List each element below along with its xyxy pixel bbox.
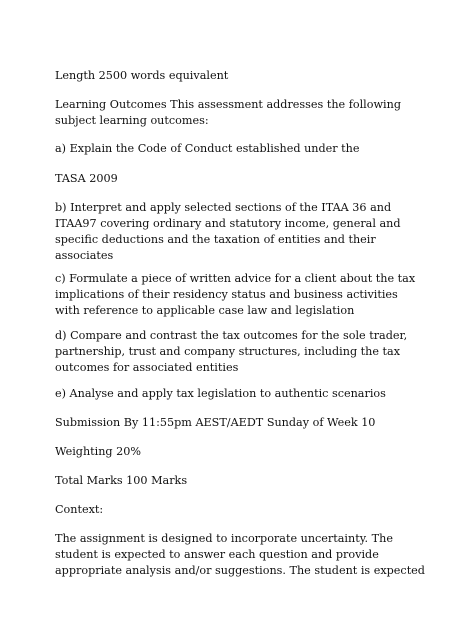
submission-paragraph — [55, 415, 375, 431]
text-line: Context: — [55, 503, 104, 516]
text-line: Weighting 20% — [55, 445, 142, 458]
text-line: TASA 2009 — [55, 172, 118, 185]
text-line: e) Analyse and apply tax legislation to authentic scenarios — [55, 387, 386, 400]
text-line: subject learning outcomes: — [55, 114, 209, 127]
text-line: partnership, trust and company structures, including the tax — [55, 345, 401, 358]
text-line: The assignment is designed to incorporate uncertainty. The — [55, 532, 393, 545]
text-line: with reference to applicable case law and legislation — [55, 304, 355, 317]
text-line: student is expected to answer each question and provide — [55, 548, 379, 561]
text-line: outcomes for associated entities — [55, 361, 239, 374]
tasa-paragraph — [55, 171, 118, 187]
length-paragraph — [55, 68, 228, 84]
text-line: c) Formulate a piece of written advice for a client about the tax — [55, 272, 416, 285]
outcome-d-paragraph — [55, 328, 407, 376]
outcome-b-paragraph — [55, 200, 401, 264]
text-line: a) Explain the Code of Conduct established under the — [55, 142, 360, 155]
text-line: Learning Outcomes This assessment addresses the following — [55, 98, 401, 111]
text-line: associates — [55, 249, 114, 262]
text-line: Submission By 11:55pm AEST/AEDT Sunday of Week 10 — [55, 416, 376, 429]
outcome-c-paragraph — [55, 271, 415, 319]
learning-outcomes-paragraph — [55, 97, 401, 129]
weighting-paragraph — [55, 444, 141, 460]
context-paragraph — [55, 531, 425, 579]
text-line: implications of their residency status and business activities — [55, 288, 398, 301]
text-line: b) Interpret and apply selected sections of the ITAA 36 and — [55, 201, 392, 214]
text-line: specific deductions and the taxation of entities and their — [55, 233, 376, 246]
text-line: d) Compare and contrast the tax outcomes for the sole trader, — [55, 329, 408, 342]
text-line: Length 2500 words equivalent — [55, 69, 229, 82]
outcome-e-paragraph — [55, 386, 386, 402]
context-heading — [55, 502, 103, 518]
outcome-a-paragraph — [55, 141, 360, 157]
text-line: Total Marks 100 Marks — [55, 474, 188, 487]
text-line: ITAA97 covering ordinary and statutory income, general and — [55, 217, 401, 230]
total-marks-paragraph — [55, 473, 187, 489]
text-line: appropriate analysis and/or suggestions. The student is expected — [55, 564, 425, 577]
